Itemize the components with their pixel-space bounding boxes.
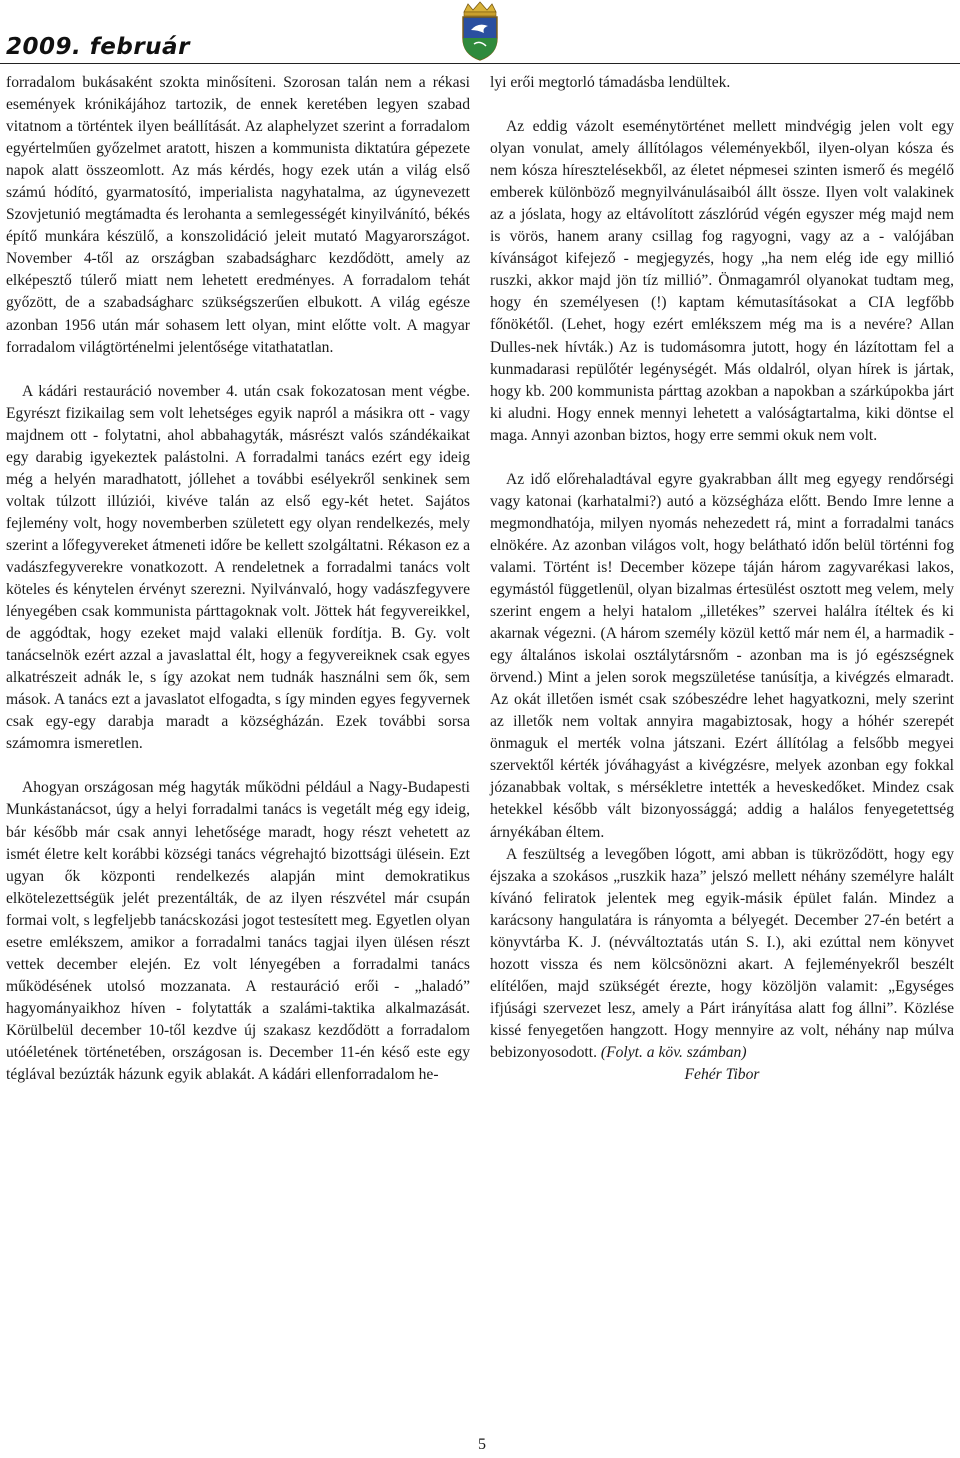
left-paragraph-2: A kádári restauráció november 4. után csak fokozatosan ment végbe. Egyrészt fizikailag sem volt lehetséges egyik napról a másikra ott - vagy majdnem ott - folytatni, ahol abbahagyták, másrészt valós szándékaikat egy darabig igyekeztek palástolni. A forradalmi tanács ezért egy ideig még a helyén maradhatott, jóllehet a további esélyekről senkinek sem voltak túlzott illúziói, kivéve talán az első egy-két hetet. Sajátos fejlemény volt, hogy novemberben született egy olyan rendelkezés, mely szerint a lőfegyvereket átmeneti időre be kellett szolgáltatni. Rékason ez a vadászfegyverekre vonatkozott. A rendeletnek a forradalmi tanács volt köteles és kénytelen érvényt szerezni. Nyilvánvaló, hogy vadászfegyvere lényegében csak kommunista párttagoknak volt. Jöttek hát fegyvereikkel, de aggódtak, hogy ezeket majd valaki ellenük fordítja. B. Gy. volt tanácselnök ezért azzal a javaslattal élt, hogy a fegyvereiknek csak egyes alkatrészeit adnák le, s így azokat nem tudnák használni sem ők, sem mások. A tanács ezt a javaslatot elfogadta, s így minden egyes fegyvernek csak egy-egy darabja maradt a községházán. Ezek további sorsa számomra ismeretlen. [6, 382, 470, 753]
page-number: 5 [478, 1436, 486, 1453]
right-paragraph-4 [490, 844, 954, 1064]
coat-of-arms-icon [454, 0, 506, 62]
header-rule [0, 63, 960, 64]
continued-note: (Folyt. a köv. számban) [600, 1043, 747, 1061]
left-column [6, 72, 470, 1086]
right-paragraph-4-text: A feszültség a levegőben lógott, ami abban is tükröződött, hogy egy éjszaka a szokásos „ruszkik haza” jelszó mellett néhány személyre halált kívánó feliratok jelentek meg egyik-másik épület falán. Mindez a karácsony hangulatára is rányomta a bélyegét. December 27-én betért a könyvtárba K. J. (névváltoztatás után S. I.), aki ezúttal nem könyvet hozott vissza és nem kölcsönözni akart. A fejleményekről beszélt elítélően, majd szükségét érezte, hogy közöljön valamit: „Egységes ifjúsági szervezet lesz, amely a Párt irányítása alatt fog állni”. Közlése kissé fenyegetően hangzott. Hogy mennyire az volt, néhány nap múlva bebizonyosodott. [490, 845, 954, 1061]
issue-date: 2009. február [6, 34, 190, 60]
left-paragraph-3: Ahogyan országosan még hagyták működni például a Nagy-Budapesti Munkástanácsot, úgy a helyi forradalmi tanács is vegetált még egy ideig, bár később már csak annyi lehetősége maradt, hogy részt vehetett az ismét életre kelt korábbi községi tanács végrehajtó bizottsági ülésein. Ezt ugyan ők központi rendelkezés alapján mint demokratikus elkötelezettségük jelét prezentálták, de az ilyen részvétel már csupán formai volt, s legfeljebb tanácskozási jogot testesített meg. Egyetlen olyan esetre emlékszem, amikor a forradalmi tanács tagjai ilyen ülésen részt vettek december elején. Ez volt lényegében a forradalmi tanács működésének utolsó mozzanata. A restauráció erői - „haladó” hagyományaikhoz híven - folytatták a szalámi-taktika alkalmazását. Körülbelül december 10-től kezdve új szakasz kezdődött a forradalom utóéletének történetében, országosan is. December 11-én késő este egy téglával bezúzták házunk egyik ablakát. A kádári ellenforradalom he- [6, 779, 470, 1084]
page-header [0, 0, 960, 64]
right-paragraph-1: lyi erői megtorló támadásba lendültek. [490, 74, 731, 91]
right-paragraph-2: Az eddig vázolt eseménytörténet mellett mindvégig jelen volt egy olyan vonulat, amely állítólagos véleményekből, ilyen-olyan kósza és nem kósza híresztelésekből, az életet népmesei szinten ismerő és megélő emberek különböző megnyilvánulásaiból állt össze. Ilyen volt valakinek az a jóslata, hogy az eltávolított zászlórúd végén egyszer még majd nem is vörös, hanem arany csillag fog ragyogni, vagy az a - valójában kívánságot kifejező - megjegyzés, hogy „ha nem elég ide egy millió ruszki, akkor majd jön tíz millió”. Önmagamról olyanokat tudtam meg, hogy én személyesen (!) kaptam kémutasításokat a CIA legfőbb főnökétől. (Lehet, hogy ezért emlékszem még ma is a nevére? Allan Dulles-nek hívták.) Az is tudomásomra jutott, hogy én lázítottam fel a kunmadarasi repülőtér legénységét. Más oldalról, olyan hírek is jártak, hogy kb. 200 kommunista párttag azokban a napokban a szárkúpokba járt ki aludni. Hogy ennek mennyi lehetett a valóságtartalma, kiki döntse el maga. Annyi azonban biztos, hogy erre semmi okuk nem volt. [490, 118, 954, 444]
right-paragraph-3: Az idő előrehaladtával egyre gyakrabban állt meg egyegy rendőrségi vagy katonai (karhatalmi?) autó a községháza előtt. Bendo Imre lenne a megmondhatója, milyen nyomás nehezedett rá, mint a forradalmi tanács elnökére. Az azonban világos volt, hogy belátható időn belül történni fog valami. Történt is! December közepe táján három zagyvarékasi lakos, egymástól függetlenül, olyan bizalmas értesülést osztott meg velem, mely szerint engem a helyi hatalom „illetékes” szervei halálra ítéltek és ki akarnak végezni. (A három személy közül kettő már nem él, a harmadik - egy általános iskolai osztálytársnőm - azonban ma is jó egészségnek örvend.) Mint a jelen sorok megszületése tanúsítja, a kivégzés elmaradt. Az okát illetően ismét csak szóbeszédre lehet hagyatkozni, mely szerint az illetők nem voltak annyira magabiztosak, hogy a hóhér szerepét önmaguk el merték volna játszani. Ezért állítólag a felsőbb megyei szervektől kérték jóváhagyást a kivégzésre, melyek azonban egy fokkal józanabbak voltak, s mérsékletre intették a heveskedőket. Mindez csak hetekkel később vált bizonyossággá; addig a halálos fenyegetettség árnyékában éltem. [490, 470, 954, 841]
right-column [490, 72, 954, 1086]
left-paragraph-1: forradalom bukásaként szokta minősíteni. Szorosan talán nem a rékasi események krónikájához tartozik, de ennek keretében legyen szabad vitatnom a történtek ilyen beállítását. Az alaphelyzet szerint a forradalom egyértelműen győzelmet aratott, hiszen a kommunista diktatúra gépezete napok alatt összeomlott. Az más kérdés, hogy ezek után a világ első számú hódító, gyarmatosító, imperialista nagyhatalma, az úgynevezett Szovjetunió megtámadta és lerohanta a semlegességét kinyilvánító, békés építő munkára készülő, a konszolidáció jeleit mutató Magyarországot. November 4-től az országban szabadságharc kezdődött, amely az elképesztő túlerő miatt nem lehetett eredményes. A forradalom tehát győzött, de a szabadságharc szükségszerűen elbukott. A világ egésze azonban 1956 után már sohasem lett olyan, mint előtte volt. A magyar forradalom világtörténelmi jelentősége vitathatatlan. [6, 74, 470, 356]
author-signature: Fehér Tibor [684, 1066, 760, 1084]
